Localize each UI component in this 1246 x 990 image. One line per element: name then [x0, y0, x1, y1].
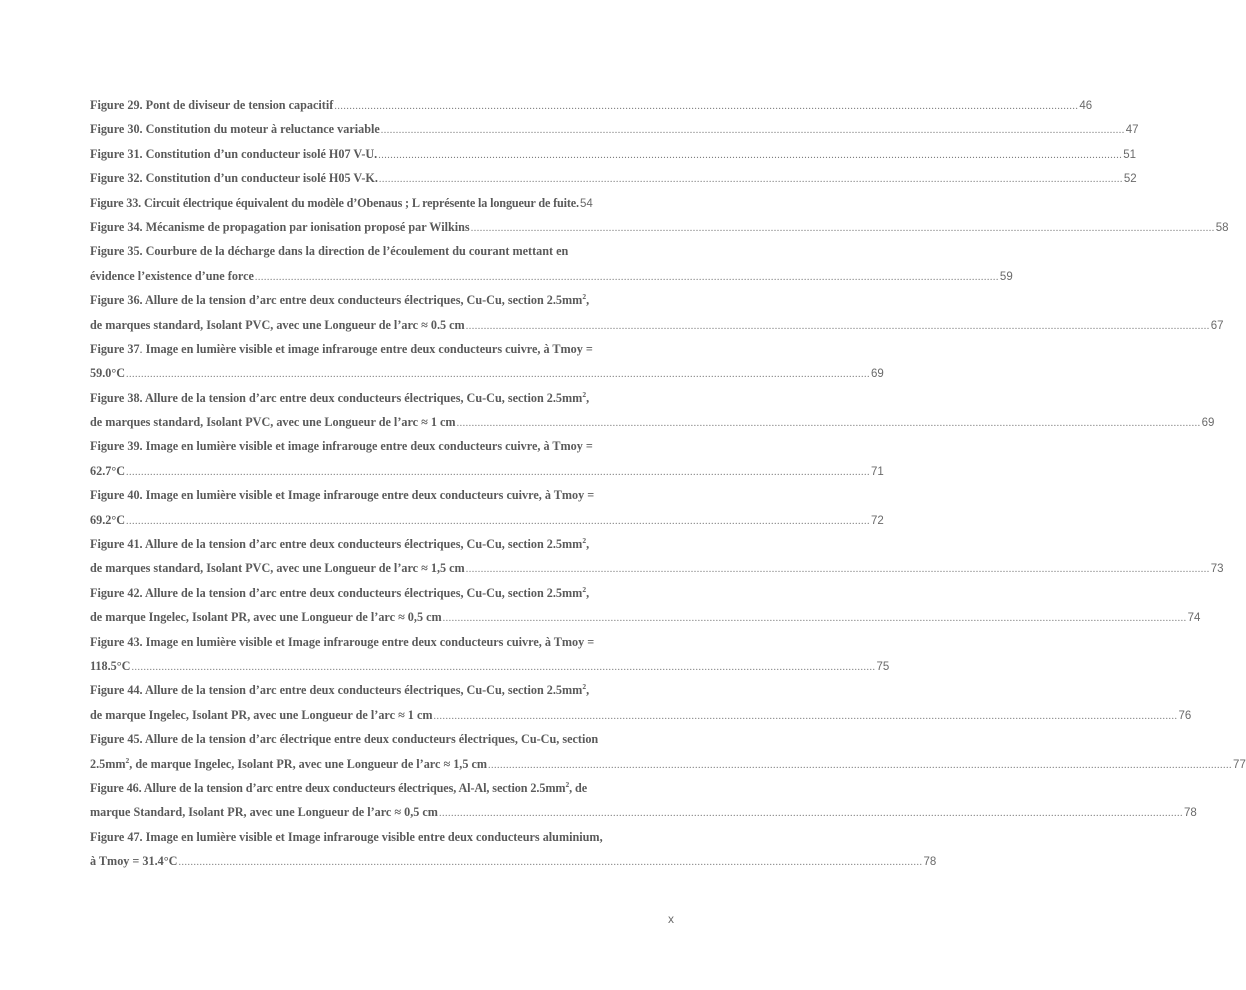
toc-entry-continuation[interactable]: [90, 654, 890, 678]
entry-title: 69.2°C: [90, 512, 126, 527]
entry-title: Figure 47. Image en lumière visible et Image infrarouge visible entre deux conducteurs aluminium,: [90, 829, 603, 844]
leader-dots: [380, 119, 1125, 143]
superscript: 2: [582, 389, 587, 399]
entry-title: évidence l’existence d’une force: [90, 268, 254, 283]
entry-title: [90, 581, 589, 605]
page-number: 71: [871, 465, 884, 478]
page-number: 69: [871, 368, 884, 381]
leader-dots: [377, 144, 1122, 168]
entry-title-tail: ,: [586, 537, 590, 552]
entry-title: Figure 45. Allure de la tension d’arc électrique entre deux conducteurs électriques, Cu-Cu, section: [90, 732, 599, 747]
page-footer-number: x: [668, 912, 674, 926]
toc-entry[interactable]: [90, 434, 674, 458]
entry-title-text: Figure 44. Allure de la tension d’arc entre deux conducteurs électriques, Cu-Cu, section 2.5mm: [90, 683, 583, 698]
entry-title: [90, 337, 593, 361]
toc-entry[interactable]: [90, 581, 674, 605]
toc-entry-continuation[interactable]: [90, 849, 937, 873]
entry-title: de marque Ingelec, Isolant PR, avec une Longueur de l’arc ≈ 1 cm: [90, 707, 433, 722]
entry-title-text: Figure 41. Allure de la tension d’arc entre deux conducteurs électriques, Cu-Cu, section 2.5mm: [90, 537, 583, 552]
toc-entry[interactable]: [90, 776, 674, 800]
entry-title: Figure 32. Constitution d’un conducteur isolé H05 V-K.: [90, 171, 378, 186]
page-number: 69: [1201, 417, 1215, 430]
toc-entry-continuation[interactable]: [90, 459, 884, 483]
entry-title: [90, 678, 589, 702]
entry-title: 118.5°C: [90, 658, 131, 673]
entry-title-text: Figure 46. Allure de la tension d’arc entre deux conducteurs électriques, Al-Al, section 2.5mm: [90, 780, 566, 795]
leader-dots: [465, 315, 1210, 339]
page-number: 73: [1210, 563, 1224, 576]
toc-entry[interactable]: [90, 166, 1137, 190]
toc-entry[interactable]: [90, 483, 674, 507]
toc-entry[interactable]: [90, 117, 1139, 141]
leader-dots: [470, 217, 1215, 241]
entry-title: Figure 35. Courbure de la décharge dans la direction de l’écoulement du courant mettant en: [90, 244, 569, 259]
entry-title: marque Standard, Isolant PR, avec une Longueur de l’arc ≈ 0,5 cm: [90, 805, 438, 820]
entry-title: Figure 29. Pont de diviseur de tension capacitif: [90, 98, 334, 112]
entry-title: de marques standard, Isolant PVC, avec une Longueur de l’arc ≈ 1,5 cm: [90, 561, 465, 576]
superscript: 2: [582, 292, 587, 302]
page-number: 67: [1210, 319, 1224, 332]
page-number: 59: [999, 270, 1013, 283]
toc-entry[interactable]: [90, 191, 674, 215]
entry-title: Figure 31. Constitution d’un conducteur isolé H07 V-U.: [90, 146, 378, 161]
leader-dots: [177, 851, 922, 875]
toc-entry-continuation[interactable]: [90, 800, 1197, 824]
table-of-figures: [90, 93, 1246, 874]
toc-entry-continuation[interactable]: [90, 605, 1201, 629]
leader-dots: [125, 510, 870, 534]
entry-title-separator: .: [139, 341, 146, 356]
entry-title-tail: , de: [569, 780, 588, 795]
entry-title: Figure 33. Circuit électrique équivalent du modèle d’Obenaus ; L représente la longueur de fuite.: [90, 195, 579, 210]
entry-title: [90, 776, 587, 800]
entry-title-text: Figure 36. Allure de la tension d’arc entre deux conducteurs électriques, Cu-Cu, section 2.5mm: [90, 293, 583, 308]
toc-entry[interactable]: [90, 93, 1093, 117]
page-number: 75: [876, 660, 890, 673]
toc-entry-continuation[interactable]: [90, 703, 1192, 727]
entry-title: à Tmoy = 31.4°C: [90, 854, 178, 869]
toc-entry[interactable]: [90, 727, 674, 751]
toc-entry-continuation[interactable]: [90, 410, 1215, 434]
entry-title-tail: , de marque Ingelec, Isolant PR, avec une Longueur de l’arc ≈ 1,5 cm: [129, 756, 488, 771]
toc-entry-continuation[interactable]: [90, 361, 884, 385]
toc-entry[interactable]: [90, 337, 674, 361]
leader-dots: [125, 363, 870, 387]
page-number: 77: [1233, 758, 1246, 771]
toc-entry-continuation[interactable]: [90, 264, 1013, 288]
leader-dots: [442, 607, 1187, 631]
toc-entry[interactable]: [90, 532, 674, 556]
entry-title-text: Figure 42. Allure de la tension d’arc entre deux conducteurs électriques, Cu-Cu, section 2.5mm: [90, 585, 583, 600]
page-number: 58: [1215, 221, 1229, 234]
entry-title: Figure 43. Image en lumière visible et Image infrarouge entre deux conducteurs cuivre, à Tmoy =: [90, 634, 595, 649]
entry-title: Figure 30. Constitution du moteur à reluctance variable: [90, 122, 380, 137]
toc-entry-continuation[interactable]: [90, 556, 1224, 580]
leader-dots: [125, 461, 870, 485]
entry-title-text: Figure 38. Allure de la tension d’arc entre deux conducteurs électriques, Cu-Cu, section 2.5mm: [90, 390, 583, 405]
entry-title: [90, 532, 589, 556]
page-number: 47: [1125, 124, 1139, 137]
page-number: 76: [1178, 709, 1192, 722]
leader-dots: [130, 656, 875, 680]
toc-entry-continuation[interactable]: [90, 313, 1224, 337]
page-number: 51: [1123, 148, 1137, 161]
page-number: 78: [1183, 807, 1197, 820]
entry-title-tail: ,: [586, 585, 590, 600]
toc-entry[interactable]: [90, 825, 674, 849]
entry-title: [90, 386, 589, 410]
entry-title: Figure 39. Image en lumière visible et image infrarouge entre deux conducteurs cuivre, à Tmoy =: [90, 439, 593, 454]
leader-dots: [438, 802, 1183, 826]
entry-title: Figure 34. Mécanisme de propagation par ionisation proposé par Wilkins: [90, 219, 470, 234]
entry-title-text: Figure 37: [90, 341, 140, 356]
entry-title: 62.7°C: [90, 463, 126, 478]
toc-entry[interactable]: [90, 630, 674, 654]
entry-title: de marques standard, Isolant PVC, avec une Longueur de l’arc ≈ 0.5 cm: [90, 317, 465, 332]
leader-dots: [254, 266, 999, 290]
leader-dots: [378, 168, 1123, 192]
toc-entry-continuation[interactable]: [90, 752, 1246, 776]
entry-title: [90, 288, 589, 312]
page-number: 72: [871, 514, 884, 527]
superscript: 2: [565, 779, 570, 789]
page-number: 78: [923, 856, 937, 869]
entry-title: de marques standard, Isolant PVC, avec une Longueur de l’arc ≈ 1 cm: [90, 415, 456, 430]
superscript: 2: [125, 755, 130, 765]
entry-title: 59.0°C: [90, 366, 126, 381]
toc-entry-continuation[interactable]: [90, 508, 884, 532]
toc-entry[interactable]: [90, 386, 674, 410]
superscript: 2: [582, 682, 587, 692]
superscript: 2: [582, 536, 587, 546]
toc-entry[interactable]: [90, 215, 1229, 239]
page-number: 74: [1187, 612, 1201, 625]
page-number: 52: [1123, 173, 1137, 186]
toc-entry[interactable]: [90, 288, 674, 312]
leader-dots: [433, 705, 1178, 729]
entry-title: de marque Ingelec, Isolant PR, avec une Longueur de l’arc ≈ 0,5 cm: [90, 610, 442, 625]
leader-dots: [487, 754, 1232, 778]
entry-title-tail: ,: [586, 683, 590, 698]
toc-entry[interactable]: [90, 142, 1137, 166]
entry-title: [90, 752, 487, 776]
entry-title-text: 2.5mm: [90, 756, 126, 771]
toc-entry[interactable]: [90, 678, 674, 702]
leader-dots: [333, 95, 1078, 119]
leader-dots: [456, 412, 1201, 436]
toc-entry[interactable]: [90, 239, 674, 263]
entry-title: Figure 40. Image en lumière visible et Image infrarouge entre deux conducteurs cuivre, à Tmoy =: [90, 488, 595, 503]
page-number: 46: [1079, 100, 1093, 112]
page-number: 54: [579, 197, 593, 210]
entry-title-tail: Image en lumière visible et image infrarouge entre deux conducteurs cuivre, à Tmoy =: [145, 341, 593, 356]
entry-title-tail: ,: [586, 293, 590, 308]
leader-dots: [465, 558, 1210, 582]
entry-title-tail: ,: [586, 390, 590, 405]
superscript: 2: [582, 584, 587, 594]
